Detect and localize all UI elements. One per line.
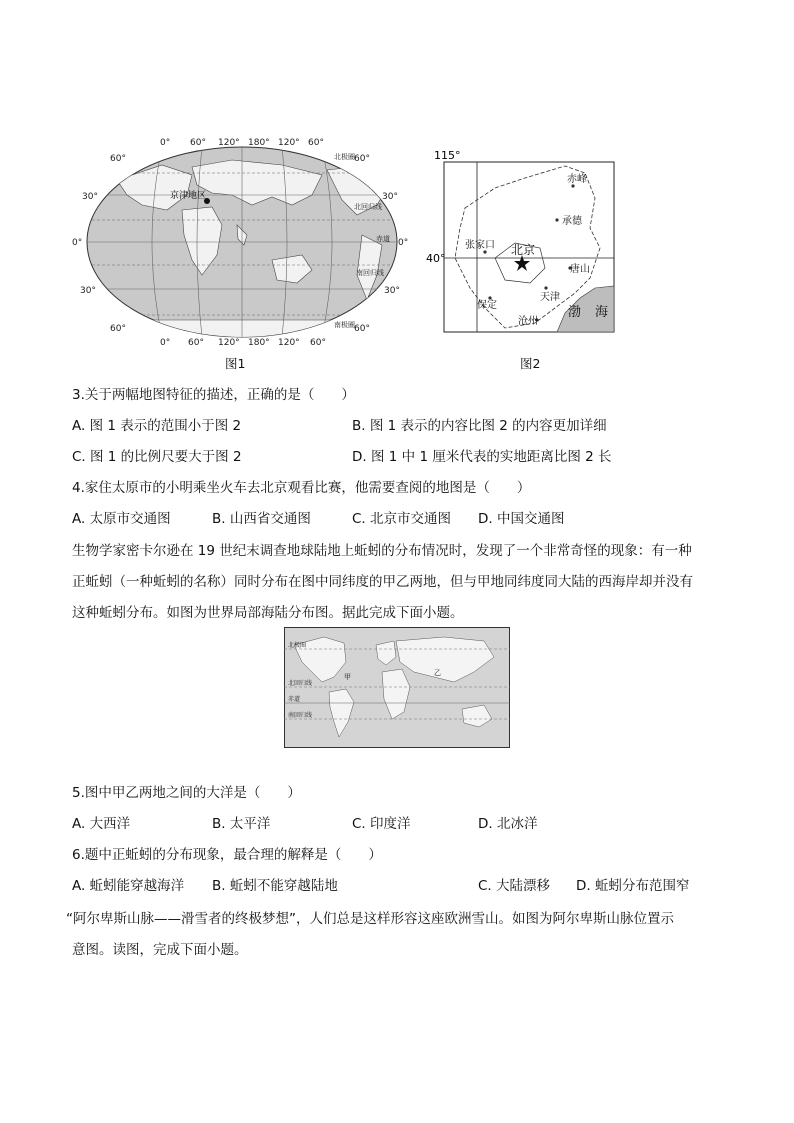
fig1-top-lon-4: 120°: [278, 138, 300, 148]
fig1-right-lat-0: 60°: [354, 154, 370, 164]
fig1-line-label-3: 南回归线: [356, 269, 384, 277]
q4-option-a[interactable]: A. 太原市交通图: [72, 511, 171, 527]
fig1-top-lon-1: 60°: [190, 138, 206, 148]
fig3-line-label-0: 北极圈: [288, 642, 307, 649]
fig1-bottom-lon-1: 60°: [188, 338, 204, 348]
q3-option-b[interactable]: B. 图 1 表示的内容比图 2 的内容更加详细: [352, 418, 607, 434]
marker-jia: 甲: [344, 673, 351, 681]
fig1-left-lat-3: 30°: [80, 286, 96, 296]
fig1-right-lat-1: 30°: [382, 192, 398, 202]
fig1-right-lat-3: 30°: [384, 286, 400, 296]
q3-option-d[interactable]: D. 图 1 中 1 厘米代表的实地距离比图 2 长: [352, 449, 612, 465]
q4-option-d[interactable]: D. 中国交通图: [478, 511, 565, 527]
fig3-line-label-2: 赤道: [288, 696, 301, 703]
passage2-line-2: 意图。读图，完成下面小题。: [72, 942, 248, 958]
q5-option-b[interactable]: B. 太平洋: [212, 816, 271, 832]
fig1-line-label-0: 北极圈: [334, 153, 355, 161]
fig1-left-lat-2: 0°: [72, 238, 83, 248]
fig3-line-label-1: 北回归线: [288, 680, 313, 687]
fig1-bottom-lon-4: 120°: [278, 338, 300, 348]
figure-2: [425, 148, 620, 336]
city-zhangjiakou: 张家口: [465, 240, 495, 251]
q5-option-c[interactable]: C. 印度洋: [352, 816, 411, 832]
q5-stem: 5.图中甲乙两地之间的大洋是（ ）: [72, 785, 301, 801]
fig1-top-lon-5: 60°: [308, 138, 324, 148]
city-chifeng: 赤峰: [567, 174, 587, 185]
figure-3: [284, 627, 510, 748]
q6-option-a[interactable]: A. 蚯蚓能穿越海洋: [72, 878, 185, 894]
q6-option-c[interactable]: C. 大陆漂移: [478, 878, 551, 894]
fig1-left-lat-0: 60°: [110, 154, 126, 164]
q3-option-c[interactable]: C. 图 1 的比例尺要大于图 2: [72, 449, 242, 465]
fig1-right-lat-4: 60°: [354, 324, 370, 334]
figure-2-caption: 图2: [520, 356, 541, 371]
jingjin-map-figure-2: [425, 148, 620, 336]
fig2-lat-label: 40°: [426, 252, 446, 265]
marker-yi: 乙: [434, 669, 441, 677]
q6-stem: 6.题中正蚯蚓的分布现象，最合理的解释是（ ）: [72, 847, 382, 863]
city-beijing: 北京: [511, 243, 536, 257]
fig2-lon-label: 115°: [434, 149, 461, 162]
passage1-line-3: 这种蚯蚓分布。如图为世界局部海陆分布图。据此完成下面小题。: [72, 605, 464, 621]
passage2-line-1: “阿尔卑斯山脉——滑雪者的终极梦想”，人们总是这样形容这座欧洲雪山。如图为阿尔卑斯山脉位置示: [66, 911, 674, 927]
fig1-bottom-lon-0: 0°: [160, 338, 171, 348]
q5-option-a[interactable]: A. 大西洋: [72, 816, 131, 832]
fig1-right-lat-2: 0°: [398, 238, 409, 248]
q3-option-a[interactable]: A. 图 1 表示的范围小于图 2: [72, 418, 242, 434]
q4-option-c[interactable]: C. 北京市交通图: [352, 511, 452, 527]
q6-option-d[interactable]: D. 蚯蚓分布范围窄: [576, 878, 690, 894]
city-tianjin: 天津: [540, 292, 560, 303]
fig1-bottom-lon-3: 180°: [248, 338, 270, 348]
q5-option-d[interactable]: D. 北冰洋: [478, 816, 538, 832]
fig3-line-label-3: 南回归线: [288, 712, 313, 719]
fig1-line-label-4: 南极圈: [334, 321, 355, 329]
q3-stem: 3.关于两幅地图特征的描述，正确的是（ ）: [72, 387, 355, 403]
city-baoding: 保定: [477, 300, 497, 311]
figure-1-caption: 图1: [225, 356, 246, 371]
q4-stem: 4.家住太原市的小明乘坐火车去北京观看比赛，他需要查阅的地图是（ ）: [72, 480, 531, 496]
city-cangzhou: 沧州: [518, 316, 538, 327]
fig1-left-lat-4: 60°: [110, 324, 126, 334]
world-map-figure-1: [72, 135, 412, 350]
city-chengde: 承德: [562, 216, 582, 227]
city-tangshan: 唐山: [570, 264, 590, 275]
sea-label-bo: 渤: [568, 305, 582, 320]
fig1-line-label-1: 北回归线: [354, 203, 382, 211]
fig1-top-lon-3: 180°: [248, 138, 270, 148]
fig1-top-lon-0: 0°: [160, 138, 171, 148]
passage1-line-2: 正蚯蚓（一种蚯蚓的名称）同时分布在图中同纬度的甲乙两地，但与甲地同纬度同大陆的西海岸却并没有: [72, 574, 693, 590]
fig1-bottom-lon-5: 60°: [310, 338, 326, 348]
fig1-top-lon-2: 120°: [218, 138, 240, 148]
fig1-left-lat-1: 30°: [82, 192, 98, 202]
q4-option-b[interactable]: B. 山西省交通图: [212, 511, 311, 527]
world-partial-map: [284, 627, 510, 748]
q6-option-b[interactable]: B. 蚯蚓不能穿越陆地: [212, 878, 338, 894]
figure-1: [72, 135, 412, 350]
passage1-line-1: 生物学家密卡尔逊在 19 世纪末调查地球陆地上蚯蚓的分布情况时，发现了一个非常奇怪的现象：有一种: [72, 543, 692, 559]
region-label: 京津地区: [170, 191, 207, 201]
sea-label-hai: 海: [595, 305, 609, 320]
fig1-line-label-2: 赤道: [376, 235, 390, 243]
fig1-bottom-lon-2: 120°: [218, 338, 240, 348]
